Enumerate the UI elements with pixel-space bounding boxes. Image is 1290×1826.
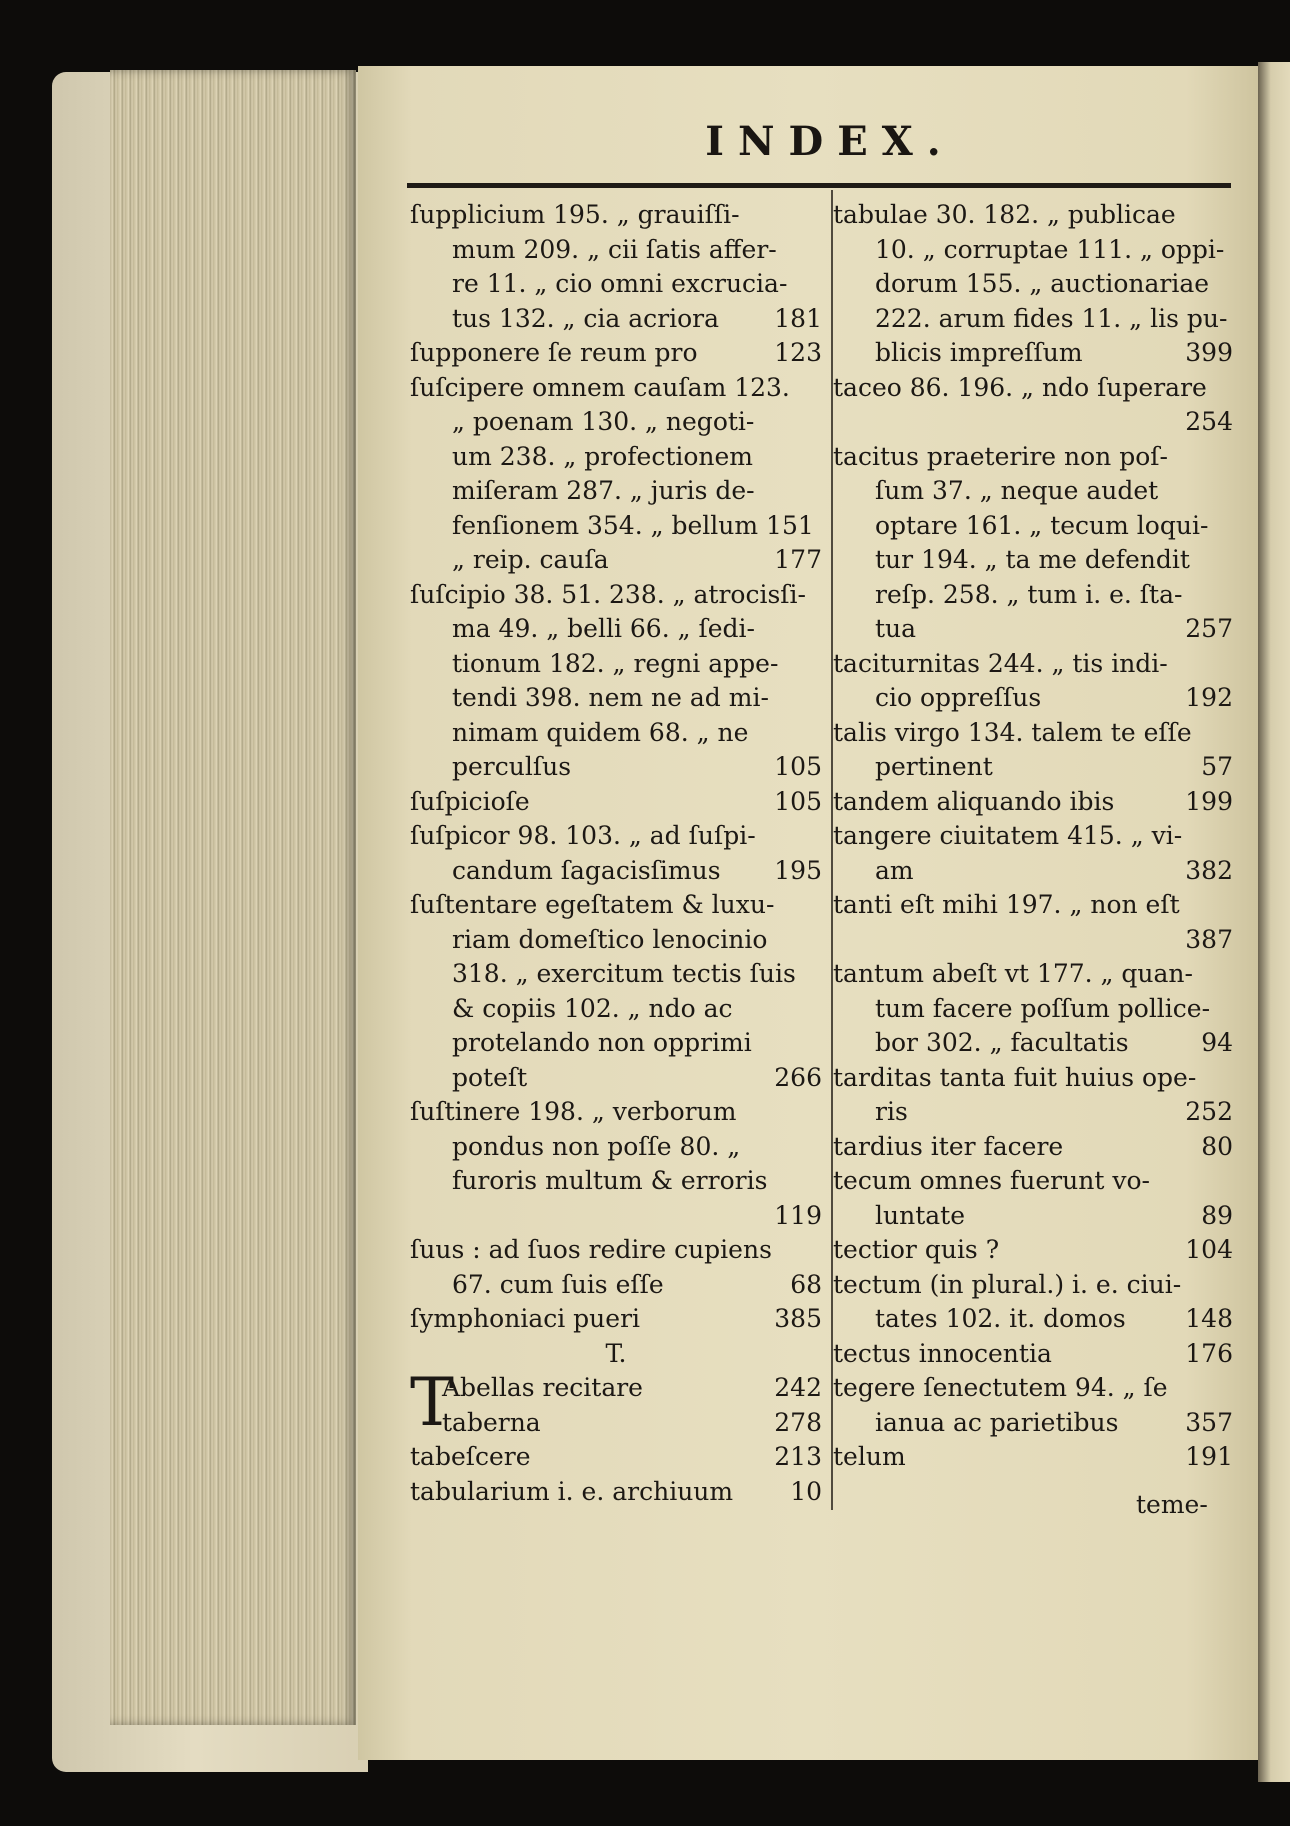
index-entry xyxy=(410,681,822,716)
index-entry xyxy=(410,371,822,406)
index-entry xyxy=(410,1026,822,1061)
index-entry xyxy=(833,1440,1233,1475)
index-entry xyxy=(410,578,822,613)
page-number: 94 xyxy=(1201,1028,1233,1057)
index-entry xyxy=(410,957,822,992)
entry-text: & copiis 102. „ ndo ac xyxy=(452,993,733,1023)
page-number: 68 xyxy=(790,1269,822,1299)
index-entry xyxy=(833,1164,1233,1199)
page-number: 399 xyxy=(1185,338,1233,367)
entry-text: furoris multum & erroris xyxy=(452,1166,768,1195)
entry-text: 10. „ corruptae 111. „ oppi- xyxy=(875,234,1225,264)
entry-text: taceo 86. 196. „ ndo ſuperare xyxy=(833,372,1207,402)
entry-text: tectum (in plural.) i. e. ciui- xyxy=(833,1269,1182,1299)
entry-text: tanti eſt mihi 197. „ non eſt xyxy=(833,890,1180,919)
index-entry xyxy=(410,716,822,751)
page-number: 257 xyxy=(1185,614,1233,643)
page-number: 387 xyxy=(1185,924,1233,954)
catchword: teme- xyxy=(1136,1490,1208,1519)
index-entry xyxy=(833,474,1233,509)
page-number: 148 xyxy=(1185,1304,1233,1333)
page-number: 10 xyxy=(790,1476,822,1506)
entry-text: fenſionem 354. „ bellum 151 xyxy=(452,510,814,540)
index-entry xyxy=(410,1337,822,1372)
index-entry xyxy=(410,785,822,820)
entry-text: blicis impreſſum xyxy=(875,338,1083,367)
page-number: 357 xyxy=(1185,1407,1233,1437)
entry-text: ſuſtentare egeſtatem & luxu- xyxy=(410,890,775,919)
page-number: 176 xyxy=(1185,1338,1233,1368)
entry-text: ſuus : ad ſuos redire cupiens xyxy=(410,1235,772,1264)
entry-text: 67. cum ſuis eſſe xyxy=(452,1269,664,1299)
entry-text: tacitus praeterire non poſ- xyxy=(833,441,1168,471)
entry-text: tur 194. „ ta me defendit xyxy=(875,545,1190,574)
index-entry xyxy=(833,405,1233,440)
page-number: 123 xyxy=(774,338,822,367)
index-entry xyxy=(410,1095,822,1130)
index-entry xyxy=(833,440,1233,475)
entry-text: „ poenam 130. „ negoti- xyxy=(452,407,755,436)
index-entry xyxy=(833,750,1233,785)
index-entry xyxy=(833,957,1233,992)
drop-cap: T xyxy=(410,1364,455,1441)
entry-text: tates 102. it. domos xyxy=(875,1304,1126,1333)
page-number: 252 xyxy=(1185,1097,1233,1126)
index-entry xyxy=(410,923,822,958)
index-entry xyxy=(410,405,822,440)
index-entry xyxy=(833,992,1233,1027)
index-entry xyxy=(410,819,822,854)
page-number: 254 xyxy=(1185,407,1233,436)
entry-text: reſp. 258. „ tum i. e. ſta- xyxy=(875,579,1183,609)
page-number: 119 xyxy=(774,1200,822,1230)
page-number: 177 xyxy=(774,545,822,574)
entry-text: tecum omnes fuerunt vo- xyxy=(833,1166,1150,1195)
entry-text: ſuſpicor 98. 103. „ ad ſuſpi- xyxy=(410,821,756,850)
entry-text: ſymphoniaci pueri xyxy=(410,1304,641,1333)
index-entry xyxy=(833,267,1233,302)
index-entry xyxy=(833,336,1233,371)
index-entry xyxy=(410,198,822,233)
page-number: 191 xyxy=(1185,1442,1233,1471)
index-entry xyxy=(833,1095,1233,1130)
index-entry xyxy=(833,1268,1233,1303)
index-entry xyxy=(833,302,1233,337)
entry-text: „ reip. cauſa xyxy=(452,545,609,574)
index-entry xyxy=(833,371,1233,406)
index-entry xyxy=(833,543,1233,578)
entry-text: luntate xyxy=(875,1200,965,1230)
index-entry xyxy=(833,1406,1233,1441)
entry-text: tus 132. „ cia acriora xyxy=(452,303,720,333)
entry-text: 222. arum fides 11. „ lis pu- xyxy=(875,303,1228,333)
index-entry xyxy=(833,1130,1233,1165)
entry-text: Abellas recitare xyxy=(442,1373,643,1402)
index-entry xyxy=(833,233,1233,268)
index-entry xyxy=(833,647,1233,682)
index-entry xyxy=(410,1164,822,1199)
page-header: INDEX. xyxy=(705,118,955,165)
index-entry xyxy=(410,233,822,268)
entry-text: candum ſagacisſimus xyxy=(452,855,721,885)
entry-text: ma 49. „ belli 66. „ ſedi- xyxy=(452,614,755,643)
index-entry xyxy=(833,612,1233,647)
entry-text: tabulae 30. 182. „ publicae xyxy=(833,200,1176,229)
index-entry xyxy=(833,1026,1233,1061)
entry-text: pertinent xyxy=(875,752,993,781)
index-entry xyxy=(410,647,822,682)
entry-text: tabularium i. e. archiuum xyxy=(410,1476,734,1506)
page-number: 213 xyxy=(774,1442,822,1471)
entry-text: miſeram 287. „ juris de- xyxy=(452,476,755,505)
entry-text: pondus non poſſe 80. „ xyxy=(452,1131,741,1161)
page-edges xyxy=(110,70,356,1725)
entry-text: tectior quis ? xyxy=(833,1235,1000,1264)
entry-text: mum 209. „ cii ſatis affer- xyxy=(452,234,777,264)
entry-text: ſuſcipere omnem cauſam 123. xyxy=(410,372,790,402)
entry-text: ianua ac parietibus xyxy=(875,1407,1119,1437)
index-entry xyxy=(833,716,1233,751)
entry-text: tum facere poſſum pollice- xyxy=(875,993,1211,1023)
page-number: 181 xyxy=(774,303,822,333)
page-number: 278 xyxy=(774,1407,822,1437)
index-entry xyxy=(410,992,822,1027)
entry-text: ris xyxy=(875,1097,908,1126)
entry-text: tabeſcere xyxy=(410,1442,531,1471)
entry-text: tendi 398. nem ne ad mi- xyxy=(452,683,769,712)
right-column xyxy=(833,198,1233,1475)
page-number: 105 xyxy=(774,786,822,816)
index-entry xyxy=(410,1475,822,1510)
entry-text: taberna xyxy=(442,1407,541,1437)
index-entry xyxy=(833,1061,1233,1096)
entry-text: ſupponere ſe reum pro xyxy=(410,338,698,367)
index-entry xyxy=(833,1337,1233,1372)
left-column xyxy=(410,198,822,1509)
entry-text: tectus innocentia xyxy=(833,1338,1052,1368)
index-entry xyxy=(410,440,822,475)
page-number: 242 xyxy=(774,1373,822,1402)
entry-text: 318. „ exercitum tectis ſuis xyxy=(452,959,796,988)
entry-text: cio oppreſſus xyxy=(875,683,1042,712)
index-entry xyxy=(410,612,822,647)
page-number: 104 xyxy=(1185,1235,1233,1264)
index-entry xyxy=(833,1371,1233,1406)
index-entry xyxy=(833,509,1233,544)
page-number: 192 xyxy=(1185,683,1233,712)
index-entry xyxy=(410,302,822,337)
index-entry xyxy=(410,1406,822,1441)
entry-text: dorum 155. „ auctionariae xyxy=(875,269,1210,298)
entry-text: bor 302. „ facultatis xyxy=(875,1028,1129,1057)
entry-text: ſum 37. „ neque audet xyxy=(875,476,1159,505)
page-number: 57 xyxy=(1201,752,1233,781)
page-number: 105 xyxy=(774,752,822,781)
index-entry xyxy=(410,543,822,578)
entry-text: optare 161. „ tecum loqui- xyxy=(875,510,1209,540)
entry-text: tantum abeſt vt 177. „ quan- xyxy=(833,959,1193,988)
index-entry xyxy=(410,336,822,371)
index-entry xyxy=(410,854,822,889)
entry-text: ſupplicium 195. „ grauiſſi- xyxy=(410,200,740,229)
entry-text: tangere ciuitatem 415. „ vi- xyxy=(833,821,1183,850)
index-entry xyxy=(833,1233,1233,1268)
index-entry xyxy=(410,888,822,923)
entry-text: poteſt xyxy=(452,1062,528,1092)
page-number: 80 xyxy=(1201,1131,1233,1161)
index-entry xyxy=(833,681,1233,716)
entry-text: tarditas tanta fuit huius ope- xyxy=(833,1062,1197,1092)
index-entry xyxy=(833,923,1233,958)
entry-text: tionum 182. „ regni appe- xyxy=(452,648,779,678)
entry-text: ſuſtinere 198. „ verborum xyxy=(410,1097,737,1126)
entry-text: tardius iter facere xyxy=(833,1131,1064,1161)
entry-text: re 11. „ cio omni excrucia- xyxy=(452,269,788,298)
entry-text: riam domeſtico lenocinio xyxy=(452,924,768,954)
entry-text: T. xyxy=(605,1338,627,1368)
index-entry xyxy=(833,854,1233,889)
index-entry xyxy=(410,267,822,302)
page-number: 266 xyxy=(774,1062,822,1092)
page-number: 382 xyxy=(1185,855,1233,885)
entry-text: um 238. „ profectionem xyxy=(452,441,754,471)
index-entry xyxy=(833,819,1233,854)
index-entry xyxy=(410,1061,822,1096)
header-rule xyxy=(407,183,1231,188)
index-entry xyxy=(410,1130,822,1165)
index-entry xyxy=(410,1302,822,1337)
entry-text: telum xyxy=(833,1442,906,1471)
entry-text: talis virgo 134. talem te eſſe xyxy=(833,717,1192,747)
entry-text: am xyxy=(875,855,914,885)
index-entry xyxy=(410,1440,822,1475)
entry-text: protelando non opprimi xyxy=(452,1028,752,1057)
index-entry xyxy=(833,785,1233,820)
page-number: 199 xyxy=(1185,786,1233,816)
entry-text: ſuſcipio 38. 51. 238. „ atrocisſi- xyxy=(410,579,806,609)
facing-page-edge xyxy=(1258,62,1290,1782)
index-entry xyxy=(833,198,1233,233)
index-entry xyxy=(410,1233,822,1268)
entry-text: nimam quidem 68. „ ne xyxy=(452,717,749,747)
index-entry xyxy=(410,750,822,785)
page-number: 385 xyxy=(774,1304,822,1333)
index-entry xyxy=(410,1199,822,1234)
entry-text: taciturnitas 244. „ tis indi- xyxy=(833,648,1168,678)
index-entry xyxy=(833,578,1233,613)
index-entry xyxy=(410,474,822,509)
index-entry xyxy=(833,1199,1233,1234)
index-entry xyxy=(833,1302,1233,1337)
index-entry xyxy=(410,1268,822,1303)
entry-text: ſuſpicioſe xyxy=(410,786,530,816)
index-entry xyxy=(410,509,822,544)
page-number: 89 xyxy=(1201,1200,1233,1230)
page-number: 195 xyxy=(774,855,822,885)
entry-text: tegere ſenectutem 94. „ ſe xyxy=(833,1373,1168,1402)
index-entry xyxy=(833,888,1233,923)
entry-text: tua xyxy=(875,614,917,643)
entry-text: perculſus xyxy=(452,752,572,781)
entry-text: tandem aliquando ibis xyxy=(833,786,1115,816)
